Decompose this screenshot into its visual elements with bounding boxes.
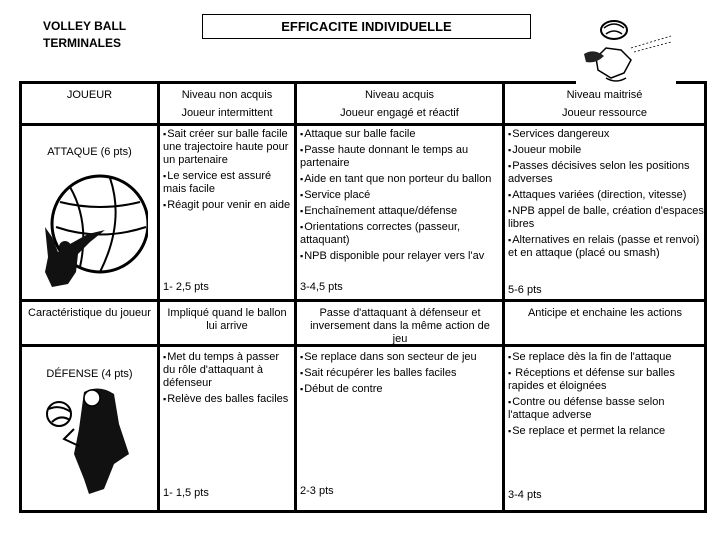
column-header-joueur bbox=[22, 86, 157, 104]
column-label: Niveau non acquis bbox=[181, 89, 273, 101]
attaque-acquis-points: 3-4,5 pts bbox=[300, 281, 343, 293]
attaque-maitrise-points: 5-6 pts bbox=[508, 284, 542, 296]
criteria-item: ▪ Attaque sur balle facile bbox=[300, 128, 502, 141]
criteria-item: ▪ Alternatives en relais (passe et renvoi) et en attaque (placé ou smash) bbox=[508, 234, 704, 260]
row-label-caracteristique: Caractéristique du joueur bbox=[28, 307, 151, 319]
criteria-item: ▪ Réagit pour venir en aide bbox=[163, 199, 293, 212]
criteria-item: ▪ Début de contre bbox=[300, 383, 502, 396]
attaque-maitrise-cell bbox=[508, 128, 704, 263]
criteria-item: ▪ Joueur mobile bbox=[508, 144, 704, 157]
criteria-item: ▪ Relève des balles faciles bbox=[163, 393, 293, 406]
column-sublabel: Joueur engagé et réactif bbox=[340, 107, 459, 119]
criteria-item: ▪ Réceptions et défense sur balles rapides et éloignées bbox=[508, 367, 704, 393]
column-header-non-acquis bbox=[160, 86, 294, 122]
criteria-item: ▪ Services dangereux bbox=[508, 128, 704, 141]
criteria-item: ▪ Service placé bbox=[300, 189, 502, 202]
defense-acquis-points: 2-3 pts bbox=[300, 485, 334, 497]
level-label: TERMINALES bbox=[43, 36, 121, 50]
criteria-item: ▪ Aide en tant que non porteur du ballon bbox=[300, 173, 502, 186]
criteria-item: ▪ Orientations correctes (passeur, attaquant) bbox=[300, 221, 502, 247]
criteria-item: ▪ Met du temps à passer du rôle d'attaquant à défenseur bbox=[163, 351, 293, 390]
criteria-item: ▪ Sait récupérer les balles faciles bbox=[300, 367, 502, 380]
col-divider bbox=[502, 84, 505, 510]
criteria-item: ▪ Se replace et permet la relance bbox=[508, 425, 704, 438]
volleyball-cartoon-illustration bbox=[576, 18, 676, 84]
criteria-item: ▪ NPB disponible pour relayer vers l'av bbox=[300, 250, 502, 263]
row-label-defense: DÉFENSE (4 pts) bbox=[46, 368, 133, 380]
criteria-item: ▪ Sait créer sur balle facile une trajectoire haute pour un partenaire bbox=[163, 128, 293, 167]
row-divider bbox=[22, 299, 704, 302]
criteria-item: ▪ Passe haute donnant le temps au partenaire bbox=[300, 144, 502, 170]
column-header-maitrise bbox=[505, 86, 704, 122]
column-label: JOUEUR bbox=[66, 89, 113, 101]
attaque-non-acquis-cell bbox=[163, 128, 293, 215]
caracteristique-acquis: Passe d'attaquant à défenseur et inversement dans la même action de jeu bbox=[310, 307, 490, 345]
defense-maitrise-points: 3-4 pts bbox=[508, 489, 542, 501]
defense-maitrise-cell bbox=[508, 351, 704, 441]
criteria-item: ▪ Passes décisives selon les positions adverses bbox=[508, 160, 704, 186]
document-subtitle bbox=[43, 18, 126, 52]
volleyball-defender-illustration bbox=[44, 384, 139, 496]
column-header-acquis bbox=[297, 86, 502, 122]
sport-label: VOLLEY BALL bbox=[43, 19, 127, 33]
criteria-item: ▪ Attaques variées (direction, vitesse) bbox=[508, 189, 704, 202]
criteria-item: ▪ Enchaînement attaque/défense bbox=[300, 205, 502, 218]
row-divider bbox=[22, 123, 704, 126]
attaque-non-acquis-points: 1- 2,5 pts bbox=[163, 281, 209, 293]
caracteristique-non-acquis: Impliqué quand le ballon lui arrive bbox=[167, 307, 287, 332]
caracteristique-maitrise: Anticipe et enchaine les actions bbox=[527, 307, 683, 319]
criteria-item: ▪ Se replace dans son secteur de jeu bbox=[300, 351, 502, 364]
col-divider bbox=[157, 84, 160, 510]
column-label: Niveau maitrisé bbox=[566, 89, 643, 101]
page-title: EFFICACITE INDIVIDUELLE bbox=[202, 14, 531, 39]
evaluation-table bbox=[19, 81, 707, 513]
criteria-item: ▪ Contre ou défense basse selon l'attaque adverse bbox=[508, 396, 704, 422]
defense-non-acquis-points: 1- 1,5 pts bbox=[163, 487, 209, 499]
attaque-acquis-cell bbox=[300, 128, 502, 266]
criteria-item: ▪ NPB appel de balle, création d'espaces libres bbox=[508, 205, 704, 231]
col-divider bbox=[294, 84, 297, 510]
column-label: Niveau acquis bbox=[364, 89, 435, 101]
column-sublabel: Joueur intermittent bbox=[181, 107, 273, 119]
criteria-item: ▪ Se replace dès la fin de l'attaque bbox=[508, 351, 704, 364]
column-sublabel: Joueur ressource bbox=[562, 107, 647, 119]
criteria-item: ▪ Le service est assuré mais facile bbox=[163, 170, 293, 196]
row-label-attaque: ATTAQUE (6 pts) bbox=[47, 146, 132, 158]
volleyball-attacker-illustration bbox=[30, 172, 148, 292]
defense-non-acquis-cell bbox=[163, 351, 293, 409]
defense-acquis-cell bbox=[300, 351, 502, 399]
